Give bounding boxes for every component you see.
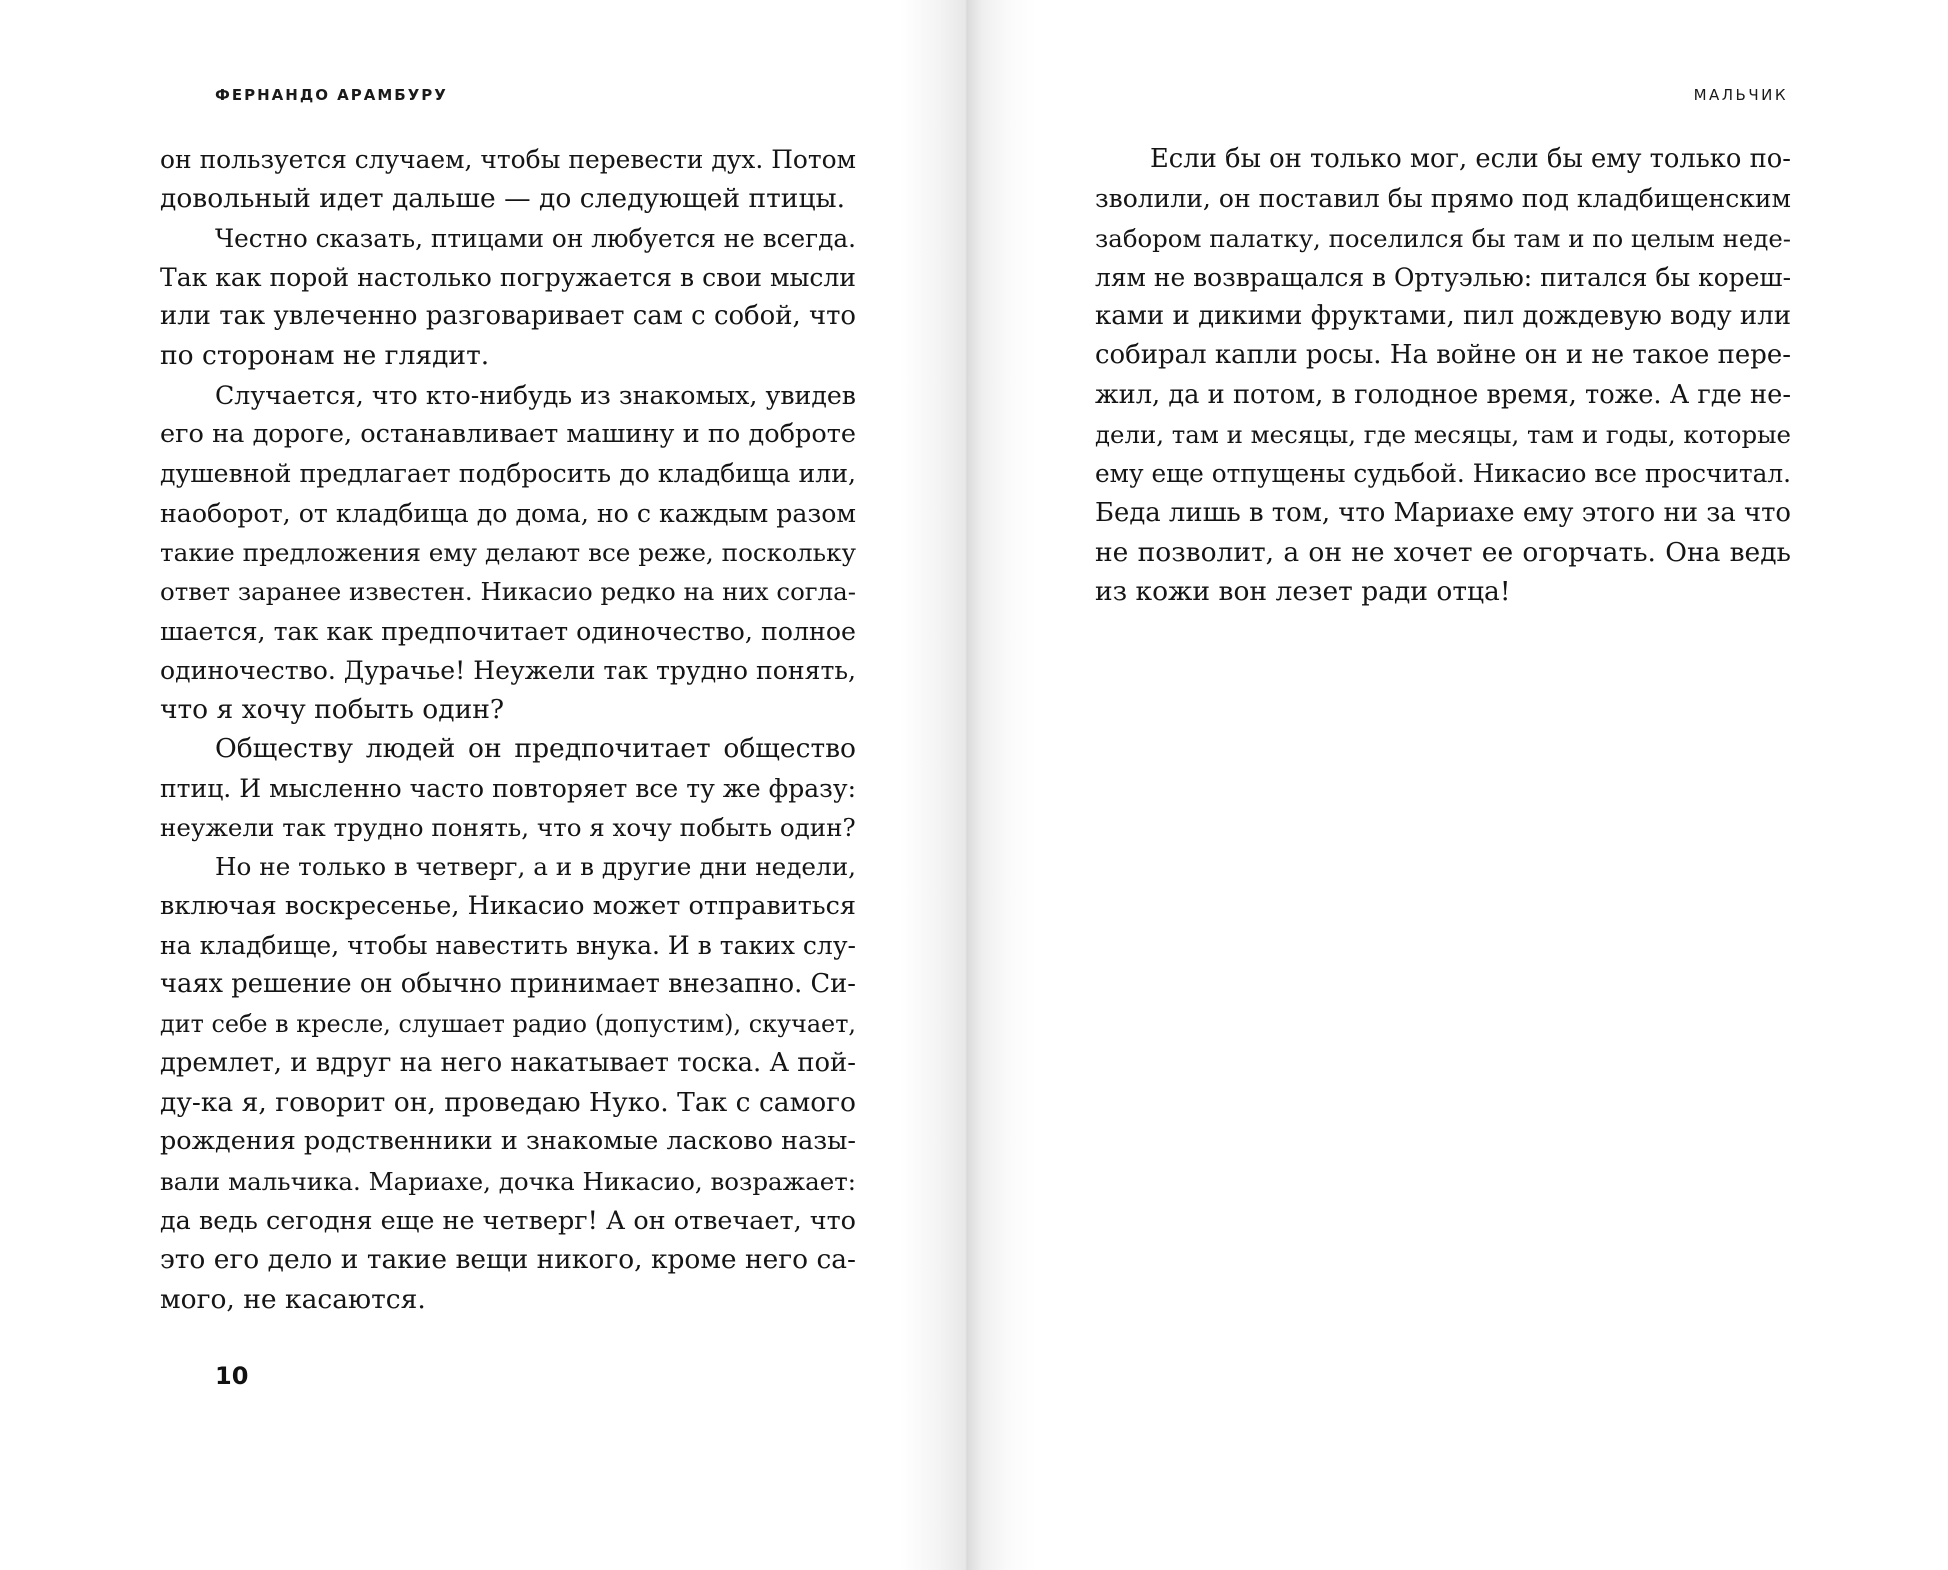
running-head-author: ФЕРНАНДО АРАМБУРУ: [215, 86, 448, 104]
text-line: птиц. И мысленно часто повторяет все ту же фразу:: [160, 773, 856, 803]
text-line: ему еще отпущены судьбой. Никасио все просчитал.: [1095, 459, 1791, 489]
text-line: его на дороге, останавливает машину и по доброте: [160, 419, 856, 450]
left-page: [0, 0, 968, 1570]
text-line: Если бы он только мог, если бы ему только по-: [1150, 144, 1791, 174]
left-page-body: [160, 140, 856, 1319]
text-line: из кожи вон лезет ради отца!: [1095, 576, 1511, 608]
text-line: Обществу людей он предпочитает общество: [215, 733, 856, 765]
text-line: зволили, он поставил бы прямо под кладбищенским: [1095, 184, 1791, 214]
right-page: [968, 0, 1948, 1570]
text-line: что я хочу побыть один?: [160, 694, 505, 726]
text-line: ответ заранее известен. Никасио редко на них согла-: [160, 577, 856, 607]
running-head-title: МАЛЬЧИК: [1693, 86, 1788, 104]
text-line: дели, там и месяцы, где месяцы, там и годы, которые: [1095, 420, 1791, 450]
text-line: забором палатку, поселился бы там и по целым неде-: [1095, 223, 1791, 253]
text-line: лям не возвращался в Ортуэлью: питался бы кореш-: [1095, 262, 1791, 292]
text-line: дит себе в кресле, слушает радио (допустим), скучает,: [160, 1009, 856, 1038]
text-line: шается, так как предпочитает одиночество, полное: [160, 616, 856, 646]
text-line: он пользуется случаем, чтобы перевести дух. Потом: [160, 145, 856, 174]
text-line: да ведь сегодня еще не четверг! А он отвечает, что: [160, 1205, 856, 1236]
text-line: вали мальчика. Мариахе, дочка Никасио, возражает:: [160, 1166, 856, 1196]
text-line: ду-ка я, говорит он, проведаю Нуко. Так с самого: [160, 1087, 856, 1119]
text-line: собирал капли росы. На войне он и не такое пере-: [1095, 340, 1791, 371]
text-line: одиночество. Дурачье! Неужели так трудно понять,: [160, 655, 856, 685]
text-line: Случается, что кто-нибудь из знакомых, увидев: [215, 380, 856, 410]
text-line: жил, да и потом, в голодное время, тоже. А где не-: [1095, 379, 1791, 410]
text-line: Беда лишь в том, что Мариахе ему этого ни за что: [1095, 497, 1791, 528]
right-page-body: [1095, 140, 1791, 612]
text-line: Честно сказать, птицами он любуется не всегда.: [215, 223, 856, 253]
text-line: Но не только в четверг, а и в другие дни недели,: [215, 852, 856, 882]
text-line: на кладбище, чтобы навестить внука. И в таких слу-: [160, 930, 856, 960]
text-line: рождения родственники и знакомые ласково назы-: [160, 1126, 856, 1157]
text-line: мого, не касаются.: [160, 1283, 426, 1315]
text-line: или так увлеченно разговаривает сам с собой, что: [160, 301, 856, 332]
text-line: такие предложения ему делают все реже, поскольку: [160, 537, 856, 567]
text-line: по сторонам не глядит.: [160, 340, 490, 372]
text-line: довольный идет дальше — до следующей птицы.: [160, 183, 846, 215]
text-line: душевной предлагает подбросить до кладбища или,: [160, 459, 856, 489]
text-line: Так как порой настолько погружается в свои мысли: [160, 262, 856, 292]
text-line: включая воскресенье, Никасио может отправиться: [160, 890, 856, 921]
text-line: это его дело и такие вещи никого, кроме него са-: [160, 1244, 856, 1276]
text-line: наоборот, от кладбища до дома, но с каждым разом: [160, 498, 856, 528]
text-line: ками и дикими фруктами, пил дождевую воду или: [1095, 301, 1791, 332]
page-number: 10: [215, 1362, 249, 1390]
text-line: чаях решение он обычно принимает внезапно. Си-: [160, 969, 856, 1000]
text-line: не позволит, а он не хочет ее огорчать. Она ведь: [1095, 536, 1791, 568]
text-line: неужели так трудно понять, что я хочу побыть один?: [160, 813, 856, 843]
text-line: дремлет, и вдруг на него накатывает тоска. А пой-: [160, 1047, 856, 1078]
